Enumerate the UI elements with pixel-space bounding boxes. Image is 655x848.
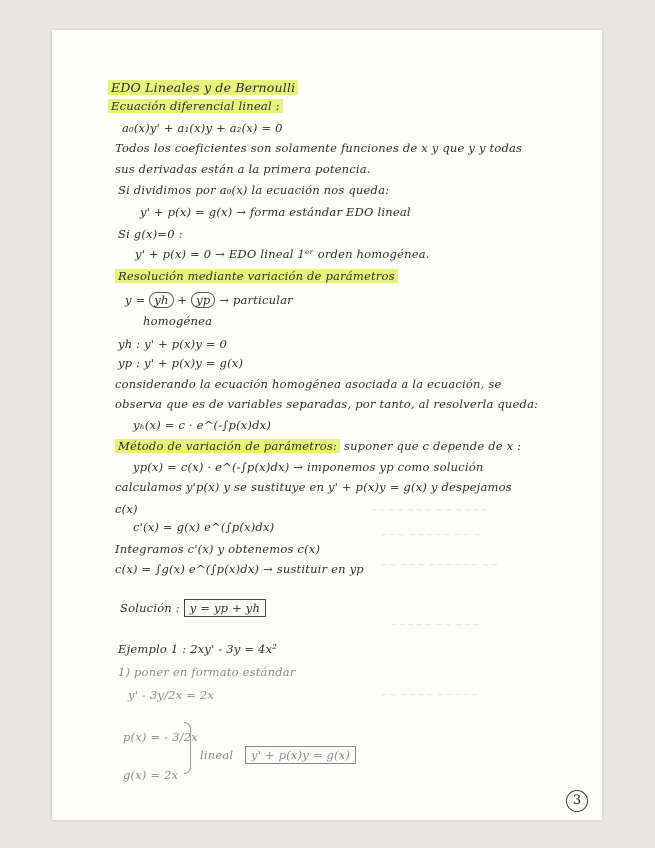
- plus-sign: +: [177, 293, 188, 307]
- equation-line: a₀(x)y' + a₁(x)y + a₂(x) = 0: [122, 121, 283, 135]
- section-heading: Resolución mediante variación de parámetros: [115, 269, 398, 283]
- page-title: EDO Lineales y de Bernoulli: [108, 80, 298, 95]
- equation-line: yₕ(x) = c · e^(-∫p(x)dx): [133, 418, 272, 432]
- bleed-through-text: ~~ ~~~ ~~~~~~ ~~: [380, 560, 499, 571]
- equation-line: yp(x) = c(x) · e^(-∫p(x)dx) → imponemos yp como solución: [133, 460, 484, 474]
- decomposition-line: [125, 293, 293, 307]
- text-line: c(x): [115, 502, 138, 516]
- g-definition: g(x) = 2x: [123, 768, 179, 782]
- homogeneous-label: homogénea: [143, 314, 213, 328]
- solution-box: y = yp + yh: [184, 599, 266, 617]
- text-line: observa que es de variables separadas, por tanto, al resolverla queda:: [115, 397, 539, 411]
- section-heading: Ecuación diferencial lineal :: [108, 99, 283, 113]
- method-line: [115, 439, 521, 453]
- standard-form-text: y' + p(x)y = g(x): [245, 746, 356, 764]
- brace-mark: [184, 722, 191, 774]
- equation-line: c'(x) = g(x) e^(∫p(x)dx): [133, 520, 275, 534]
- bleed-through-text: ~~ ~~~~ ~~~~~: [380, 690, 479, 701]
- page-number: 3: [566, 790, 588, 812]
- lineal-label: lineal: [200, 748, 234, 762]
- equation-line: yh : y' + p(x)y = 0: [118, 337, 228, 351]
- text-fragment: suponer que c depende de x :: [343, 439, 522, 453]
- solution-label: Solución :: [120, 601, 180, 615]
- text-line: considerando la ecuación homogénea asociada a la ecuación, se: [115, 377, 502, 391]
- y-label: y =: [125, 293, 146, 307]
- equation-line: y' + p(x) = g(x) → forma estándar EDO lineal: [140, 205, 411, 219]
- standard-form-box: [245, 748, 356, 762]
- bleed-through-text: ~~~~~ ~~ ~~~: [390, 620, 481, 631]
- equation-line: y' - 3y/2x = 2x: [128, 688, 215, 702]
- equation-line: y' + p(x) = 0 → EDO lineal 1ᵉʳ orden homogénea.: [135, 247, 430, 261]
- example-heading: Ejemplo 1 : 2xy' - 3y = 4x²: [118, 642, 278, 656]
- equation-line: yp : y' + p(x)y = g(x): [118, 356, 244, 370]
- yp-circled: yp: [191, 292, 215, 308]
- text-line: sus derivadas están a la primera potencia.: [115, 162, 371, 176]
- p-definition: p(x) = - 3/2x: [123, 730, 198, 744]
- text-line: Integramos c'(x) y obtenemos c(x): [115, 542, 321, 556]
- bleed-through-text: ~~~ ~~~~~ ~~ ~: [380, 530, 482, 541]
- text-line: Todos los coeficientes son solamente funciones de x y que y y todas: [115, 141, 523, 155]
- section-heading: Método de variación de parámetros:: [115, 439, 340, 453]
- step-line: 1) poner en formato estándar: [118, 665, 296, 679]
- bleed-through-text: ~~~~ ~~~ ~~ ~~~~: [370, 505, 489, 516]
- particular-label: → particular: [219, 293, 293, 307]
- yh-circled: yh: [149, 292, 173, 308]
- solution-line: [120, 601, 266, 615]
- text-line: Si dividimos por a₀(x) la ecuación nos queda:: [118, 183, 390, 197]
- text-line: calculamos y'p(x) y se sustituye en y' + p(x)y = g(x) y despejamos: [115, 480, 512, 494]
- equation-line: c(x) = ∫g(x) e^(∫p(x)dx) → sustituir en yp: [115, 562, 364, 576]
- text-line: Si g(x)=0 :: [118, 227, 183, 241]
